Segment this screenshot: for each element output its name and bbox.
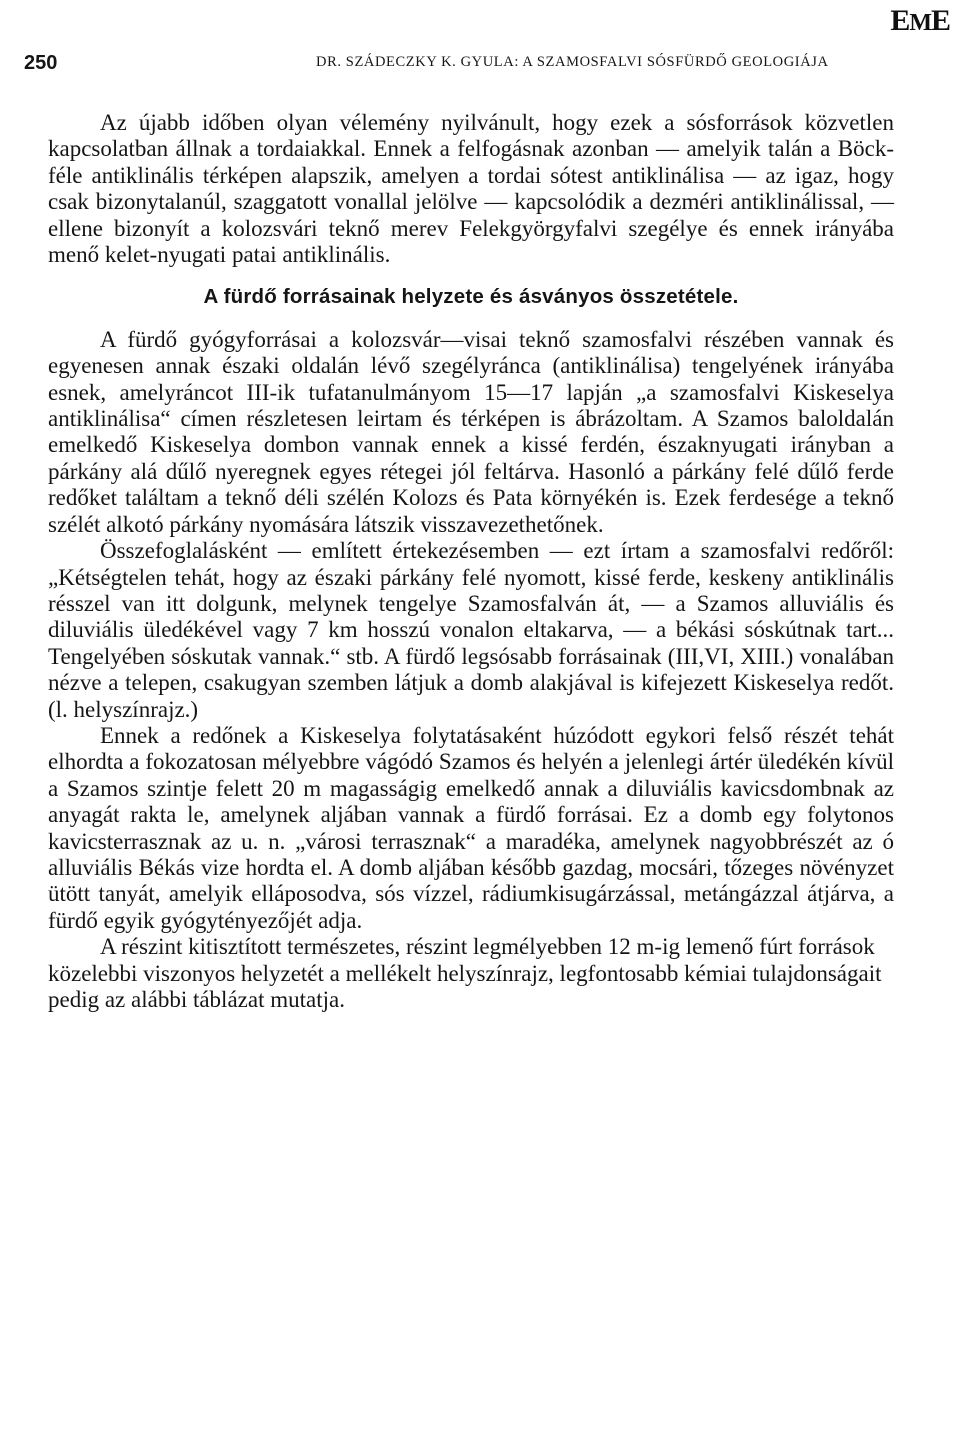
- paragraph-1: Az újabb időben olyan vélemény nyilvánult, hogy ezek a sósforrások közvetlen kapcsolatban állnak a tordaiakkal. Ennek a felfogásnak azonban — amelyik talán a Böck-féle antiklinális térképen alapszik, amelyen a tordai sótest antiklinálisa — az igaz, hogy csak bizonytalanúl, szaggatott vonallal jelölve — kapcsolódik a dezméri antiklinálissal, — ellene bizonyít a kolozsvári teknő merev Felekgyörgyfalvi szegélye és ennek irányába menő kelet-nyugati patai antiklinális.: [48, 110, 894, 268]
- paragraph-4: Ennek a redőnek a Kiskeselya folytatásaként húzódott egykori felső részét tehát elhordta a fokozatosan mélyebbre vágódó Szamos és helyén a jelenlegi ártér üledékén kívül a Szamos szintje felett 20 m magasságig emelkedő annak a diluviális kavicsdombnak az anyagát rakta le, amelynek aljában vannak a fürdő forrásai. Ez a domb egy folytonos kavicsterrasznak az u. n. „városi terrasznak“ a maradéka, amelynek nagyobbrészét az ó alluviális Békás vize hordta el. A domb aljában később gazdag, mocsári, tőzeges növényzet ütött tanyát, amelyik elláposodva, sós vízzel, rádiumkisugárzással, metángázzal átjárva, a fürdő egyik gyógytényezőjét adja.: [48, 722, 894, 933]
- page-number: 250: [24, 52, 58, 74]
- section-heading: A fürdő forrásainak helyzete és ásványos összetétele.: [203, 285, 739, 309]
- paragraph-3: Összefoglalásként — említett értekezésemben — ezt írtam a szamosfalvi redőről: „Kétségtelen tehát, hogy az északi párkány felé nyomott, kissé ferde, keskeny antiklinális résszel van itt dolgunk, melynek tengelye Szamosfalván át, — a Szamos alluviális és diluviális üledékével vagy 7 km hosszú vonalon eltakarva, — a békási sóskútnak tart... Tengelyében sóskutak vannak.“ stb. A fürdő legsósabb forrásainak (III,VI, XIII.) vonalában nézve a telepen, csakugyan szemben látjuk a domb alakjával is kifejezett Kiskeselya redőt. (l. helyszínrajz.): [48, 538, 894, 722]
- running-header: DR. SZÁDECZKY K. GYULA: A SZAMOSFALVI SÓSFÜRDŐ GEOLOGIÁJA: [316, 54, 829, 70]
- article-body: [48, 110, 894, 1013]
- journal-logo: EME: [890, 4, 950, 37]
- paragraph-5: A részint kitisztított természetes, részint legmélyebben 12 m-ig lemenő fúrt források közelebbi viszonyos helyzetét a mellékelt helyszínrajz, legfontosabb kémiai tulajdonságait pedig az alábbi táblázat mutatja.: [48, 934, 882, 1012]
- paragraph-2: A fürdő gyógyforrásai a kolozsvár—visai teknő szamosfalvi részében vannak és egyenesen annak északi oldalán lévő szegélyránca (antiklinálisa) tengelyének irányába esnek, amelyráncot III-ik tufatanulmányom 15—17 lapján „a szamosfalvi Kiskeselya antiklinálisa“ címen részletesen leirtam és térképen is ábrázoltam. A Szamos baloldalán emelkedő Kiskeselya dombon vannak ennek a kissé ferdén, északnyugati irányban a párkány alá dűlő nyeregnek egyes rétegei jól feltárva. Hasonló a párkány felé dűlő ferde redőket találtam a teknő déli szélén Kolozs és Pata környékén is. Ezek ferdesége a teknő szélét alkotó párkány nyomására látszik visszavezethetőnek.: [48, 326, 894, 537]
